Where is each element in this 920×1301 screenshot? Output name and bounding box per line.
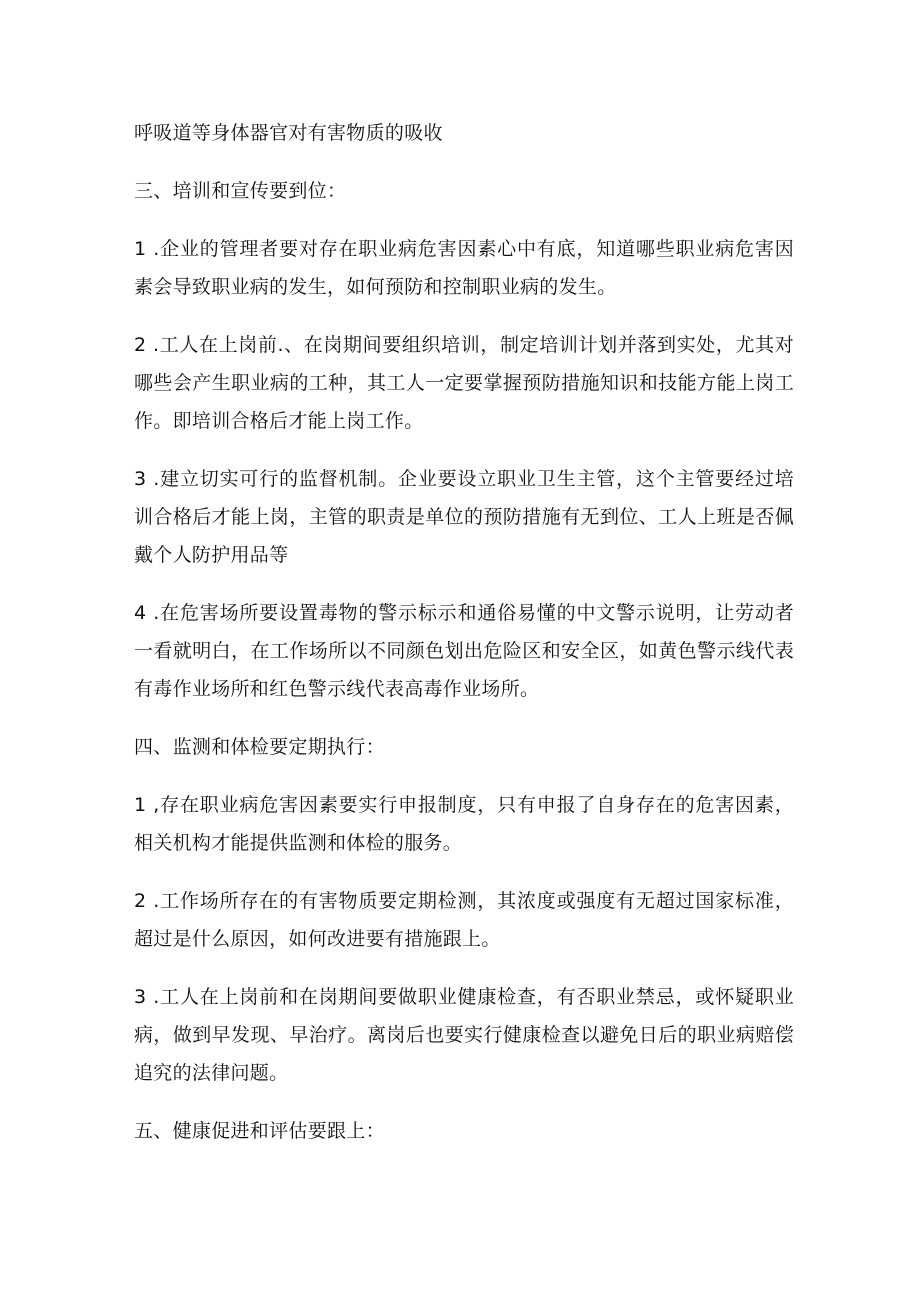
list-item-monitoring-1: 1 ,存在职业病危害因素要实行申报制度，只有申报了自身存在的危害因素，相关机构才能提供监测和体检的服务。 <box>134 794 794 854</box>
list-item-training-2: 2 .工人在上岗前.、在岗期间要组织培训，制定培训计划并落到实处，尤其对哪些会产生职业病的工种，其工人一定要掌握预防措施知识和技能方能上岗工作。即培训合格后才能上岗工作。 <box>134 334 794 432</box>
document-body <box>134 114 794 1170</box>
section-heading-training: 三、培训和宣传要到位： <box>134 180 347 202</box>
section-heading-monitoring: 四、监测和体检要定期执行： <box>134 736 385 758</box>
list-item-training-3: 3 .建立切实可行的监督机制。企业要设立职业卫生主管，这个主管要经过培训合格后才能上岗，主管的职责是单位的预防措施有无到位、工人上班是否佩戴个人防护用品等 <box>134 468 794 566</box>
section-heading-health-promotion: 五、健康促进和评估要跟上： <box>134 1120 385 1142</box>
list-item-monitoring-3: 3 .工人在上岗前和在岗期间要做职业健康检查，有否职业禁忌，或怀疑职业病，做到早发现、早治疗。离岗后也要实行健康检查以避免日后的职业病赔偿追究的法律问题。 <box>134 986 794 1084</box>
list-item-monitoring-2: 2 .工作场所存在的有害物质要定期检测，其浓度或强度有无超过国家标准，超过是什么原因，如何改进要有措施跟上。 <box>134 890 794 950</box>
list-item-training-1: 1 .企业的管理者要对存在职业病危害因素心中有底，知道哪些职业病危害因素会导致职业病的发生，如何预防和控制职业病的发生。 <box>134 238 794 298</box>
paragraph-continuation: 呼吸道等身体器官对有害物质的吸收 <box>134 122 443 144</box>
list-item-training-4: 4 .在危害场所要设置毒物的警示标示和通俗易懂的中文警示说明，让劳动者一看就明白，在工作场所以不同颜色划出危险区和安全区，如黄色警示线代表有毒作业场所和红色警示线代表高毒作业场所。 <box>134 602 794 700</box>
